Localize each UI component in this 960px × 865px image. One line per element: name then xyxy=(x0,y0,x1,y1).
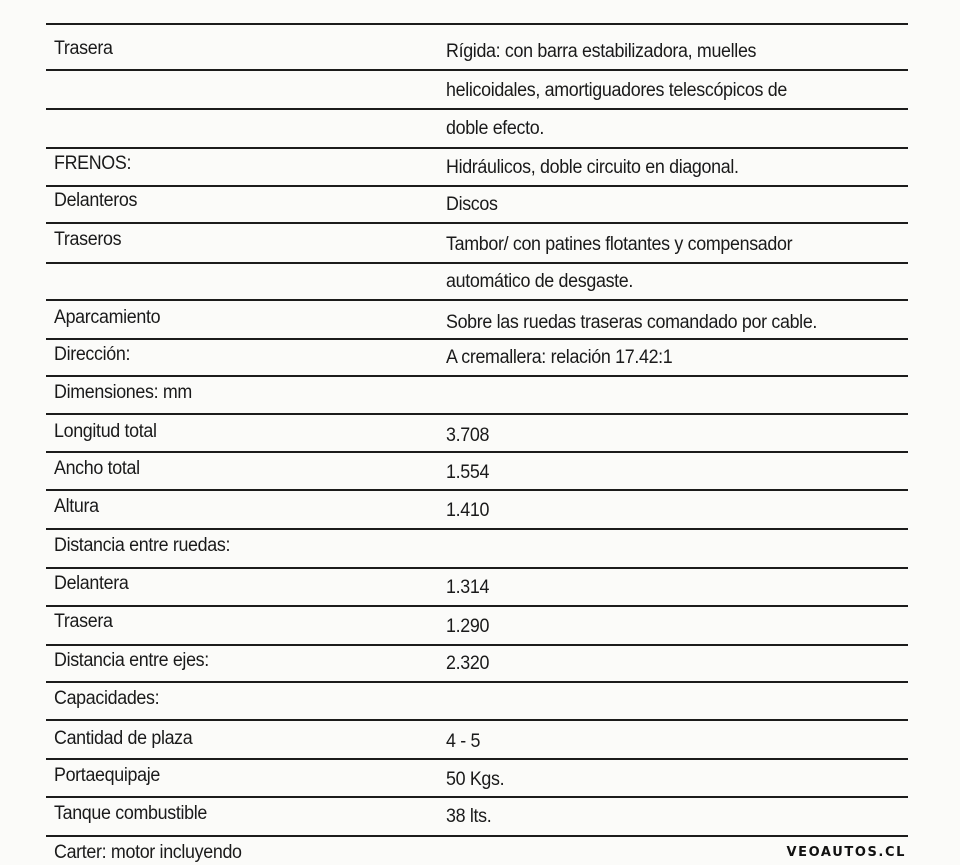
table-rule xyxy=(46,528,908,530)
table-rule xyxy=(46,644,908,646)
table-rule xyxy=(46,222,908,224)
table-rule xyxy=(46,758,908,760)
spec-label: Carter: motor incluyendo xyxy=(54,842,242,863)
spec-label: Trasera xyxy=(54,611,113,632)
spec-label: Capacidades: xyxy=(54,688,160,709)
spec-value: Tambor/ con patines flotantes y compensador xyxy=(446,234,793,255)
table-rule xyxy=(46,719,908,721)
spec-label: Ancho total xyxy=(54,458,140,479)
spec-value: A cremallera: relación 17.42:1 xyxy=(446,347,673,368)
table-rule xyxy=(46,338,908,340)
spec-value: Hidráulicos, doble circuito en diagonal. xyxy=(446,157,739,178)
spec-value: 3.708 xyxy=(446,425,490,446)
table-rule xyxy=(46,796,908,798)
spec-label: Delantera xyxy=(54,573,129,594)
spec-label: Distancia entre ejes: xyxy=(54,650,209,671)
table-rule xyxy=(46,262,908,264)
spec-label: Portaequipaje xyxy=(54,765,160,786)
spec-label: Tanque combustible xyxy=(54,803,207,824)
table-rule xyxy=(46,605,908,607)
table-rule xyxy=(46,69,908,71)
spec-value: Rígida: con barra estabilizadora, muelles xyxy=(446,41,757,62)
spec-value: Sobre las ruedas traseras comandado por cable. xyxy=(446,312,818,333)
spec-label: Dimensiones: mm xyxy=(54,382,192,403)
spec-value: 1.290 xyxy=(446,616,490,637)
table-rule xyxy=(46,413,908,415)
table-rule xyxy=(46,147,908,149)
table-rule xyxy=(46,299,908,301)
spec-value: 2.320 xyxy=(446,653,490,674)
spec-value: helicoidales, amortiguadores telescópicos de xyxy=(446,80,787,101)
table-rule xyxy=(46,567,908,569)
table-rule xyxy=(46,375,908,377)
spec-label: Longitud total xyxy=(54,421,157,442)
watermark: VEOAUTOS.CL xyxy=(786,845,906,860)
spec-label: Delanteros xyxy=(54,190,138,211)
table-rule xyxy=(46,185,908,187)
table-rule xyxy=(46,681,908,683)
spec-label: Trasera xyxy=(54,38,113,59)
spec-value: 1.410 xyxy=(446,500,490,521)
spec-value: 1.314 xyxy=(446,577,490,598)
spec-label: FRENOS: xyxy=(54,153,132,174)
spec-value: 38 lts. xyxy=(446,806,492,827)
spec-value: 1.554 xyxy=(446,462,490,483)
spec-value: 50 Kgs. xyxy=(446,769,505,790)
spec-label: Traseros xyxy=(54,229,122,250)
table-rule xyxy=(46,451,908,453)
spec-label: Cantidad de plaza xyxy=(54,728,193,749)
spec-value: doble efecto. xyxy=(446,118,545,139)
spec-value: 4 - 5 xyxy=(446,731,481,752)
spec-label: Distancia entre ruedas: xyxy=(54,535,231,556)
table-rule xyxy=(46,835,908,837)
spec-value: Discos xyxy=(446,194,498,215)
table-rule xyxy=(46,489,908,491)
table-rule xyxy=(46,23,908,25)
spec-label: Aparcamiento xyxy=(54,307,161,328)
spec-label: Altura xyxy=(54,496,99,517)
spec-label: Dirección: xyxy=(54,344,131,365)
table-rule xyxy=(46,108,908,110)
spec-value: automático de desgaste. xyxy=(446,271,634,292)
